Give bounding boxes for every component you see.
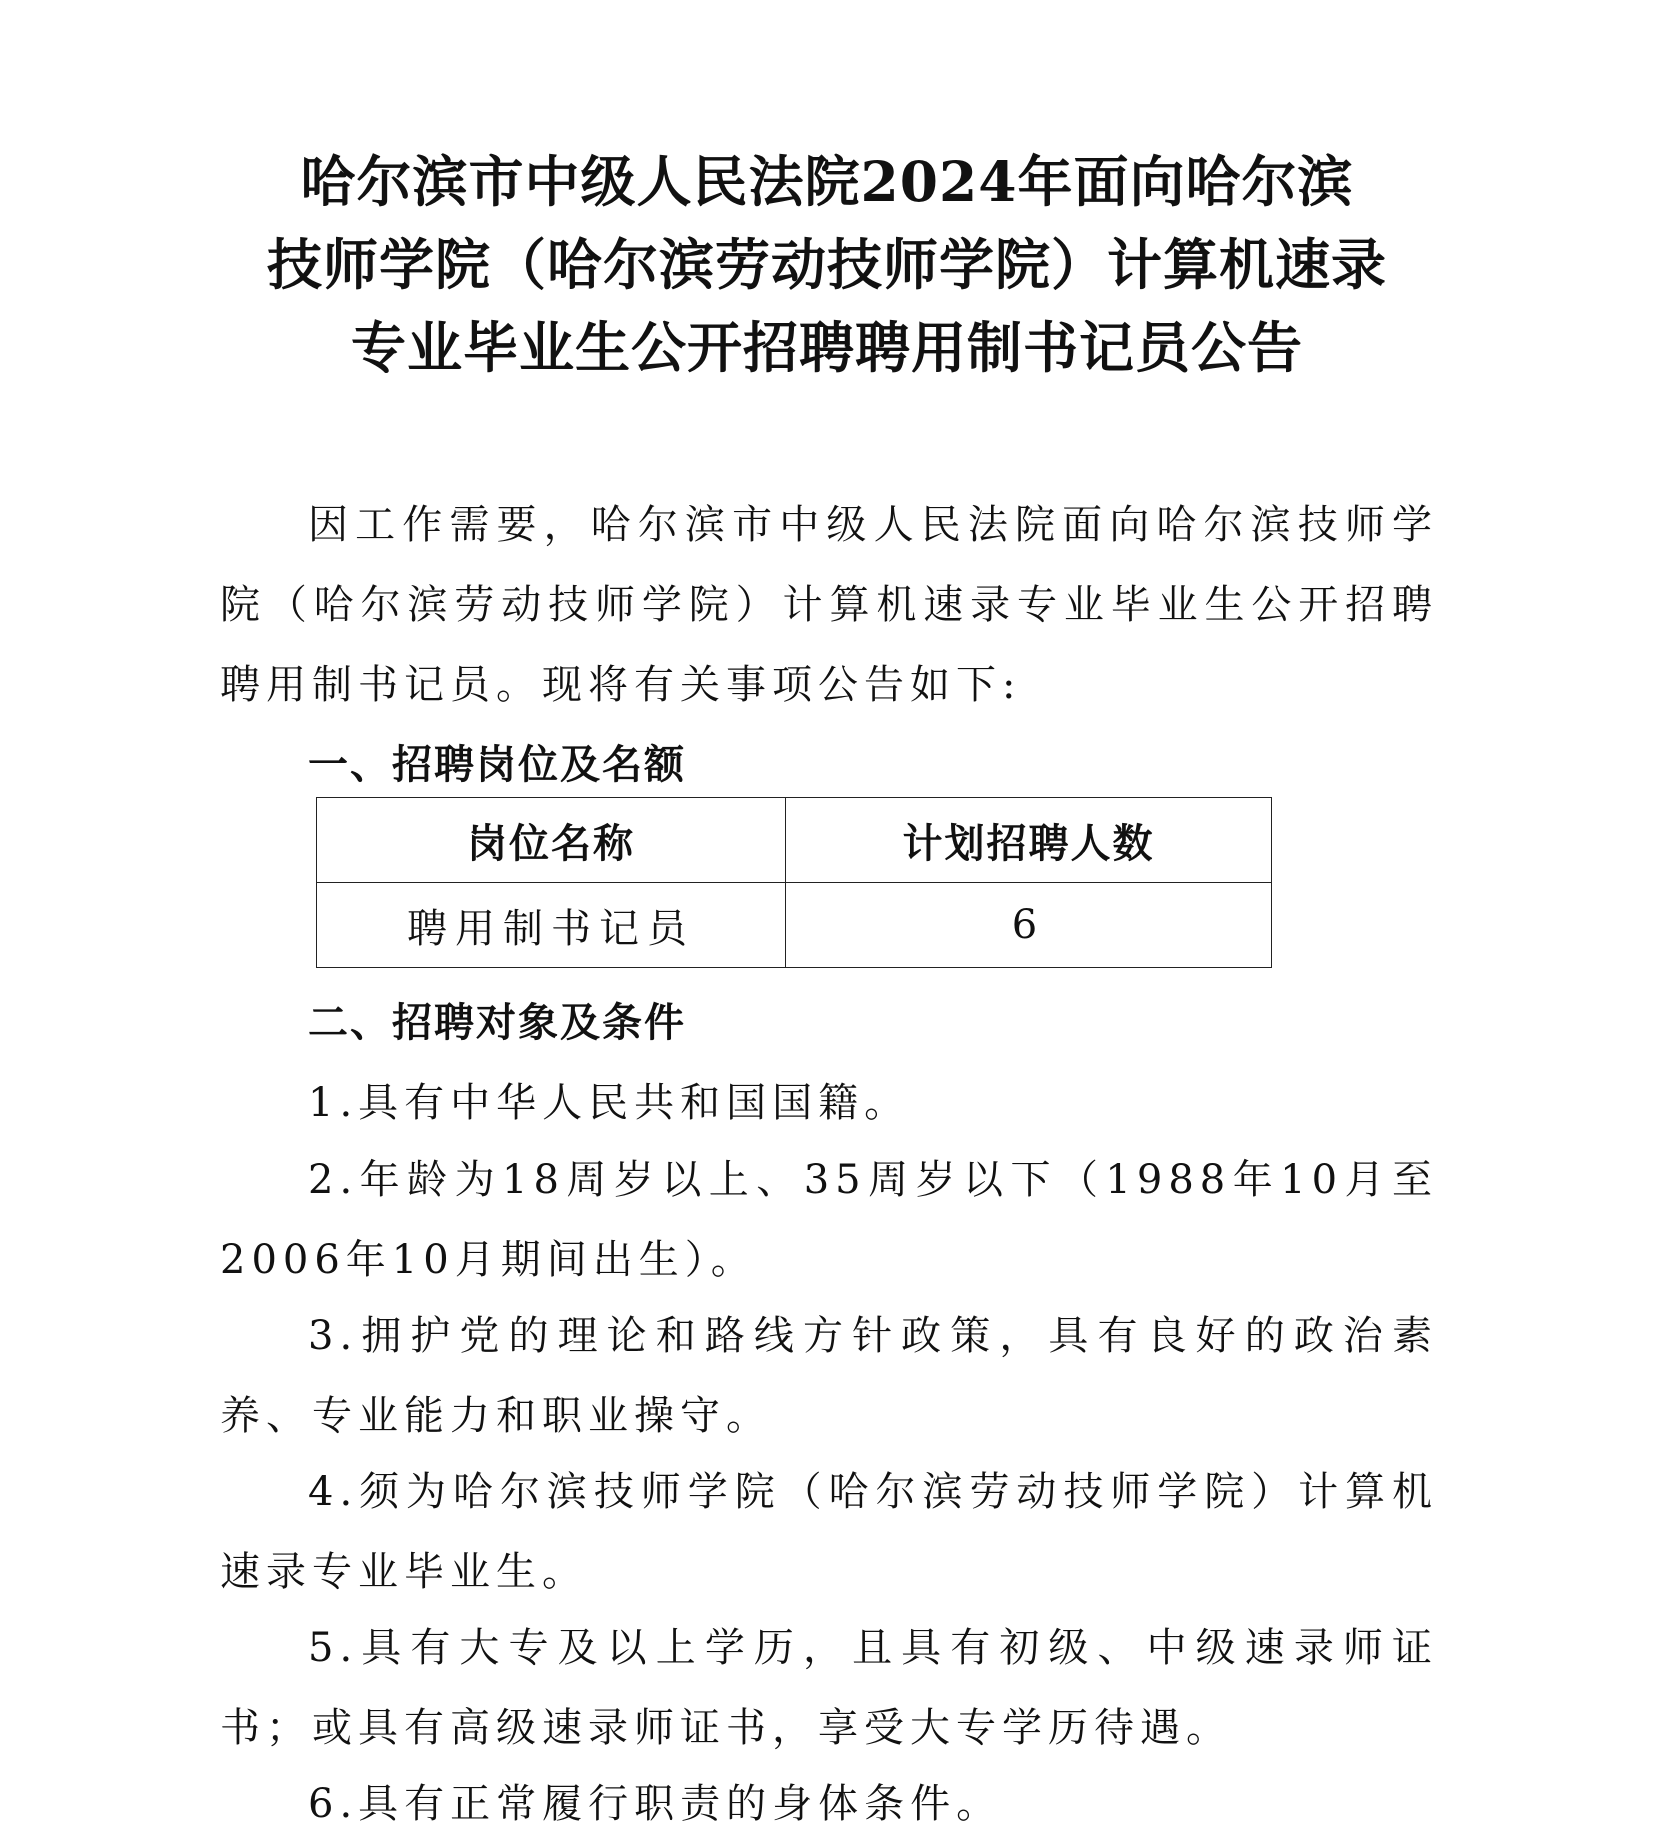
condition-item-3: 3.拥护党的理论和路线方针政策，具有良好的政治素养、专业能力和职业操守。	[220, 1313, 1438, 1439]
intro-paragraph: 因工作需要，哈尔滨市中级人民法院面向哈尔滨技师学院（哈尔滨劳动技师学院）计算机速录专业毕业生公开招聘聘用制书记员。现将有关事项公告如下:	[220, 502, 1438, 708]
title-line-2: 技师学院（哈尔滨劳动技师学院）计算机速录	[266, 232, 1387, 297]
condition-item-1: 1.具有中华人民共和国国籍。	[308, 1080, 911, 1126]
cell-count: 6	[786, 883, 1272, 968]
title-line-1: 哈尔滨市中级人民法院2024年面向哈尔滨	[300, 149, 1354, 214]
section-1-heading: 一、招聘岗位及名额	[308, 742, 686, 788]
condition-item-6: 6.具有正常履行职责的身体条件。	[308, 1781, 1003, 1827]
condition-item-2: 2.年龄为18周岁以上、35周岁以下（1988年10月至2006年10月期间出生）。	[220, 1157, 1438, 1283]
table-row	[317, 883, 1272, 968]
condition-item-5: 5.具有大专及以上学历，且具有初级、中级速录师证书；或具有高级速录师证书，享受大专学历待遇。	[220, 1625, 1438, 1751]
title-line-3: 专业毕业生公开招聘聘用制书记员公告	[350, 315, 1303, 380]
header-planned-count: 计划招聘人数	[786, 798, 1272, 883]
condition-item-4: 4.须为哈尔滨技师学院（哈尔滨劳动技师学院）计算机速录专业毕业生。	[220, 1469, 1438, 1595]
section-2-heading: 二、招聘对象及条件	[308, 1000, 686, 1046]
quota-table-header-row	[317, 798, 1272, 883]
document-title	[200, 140, 1454, 389]
header-position-name: 岗位名称	[317, 798, 786, 883]
quota-table	[316, 797, 1272, 968]
cell-position: 聘用制书记员	[317, 883, 786, 968]
